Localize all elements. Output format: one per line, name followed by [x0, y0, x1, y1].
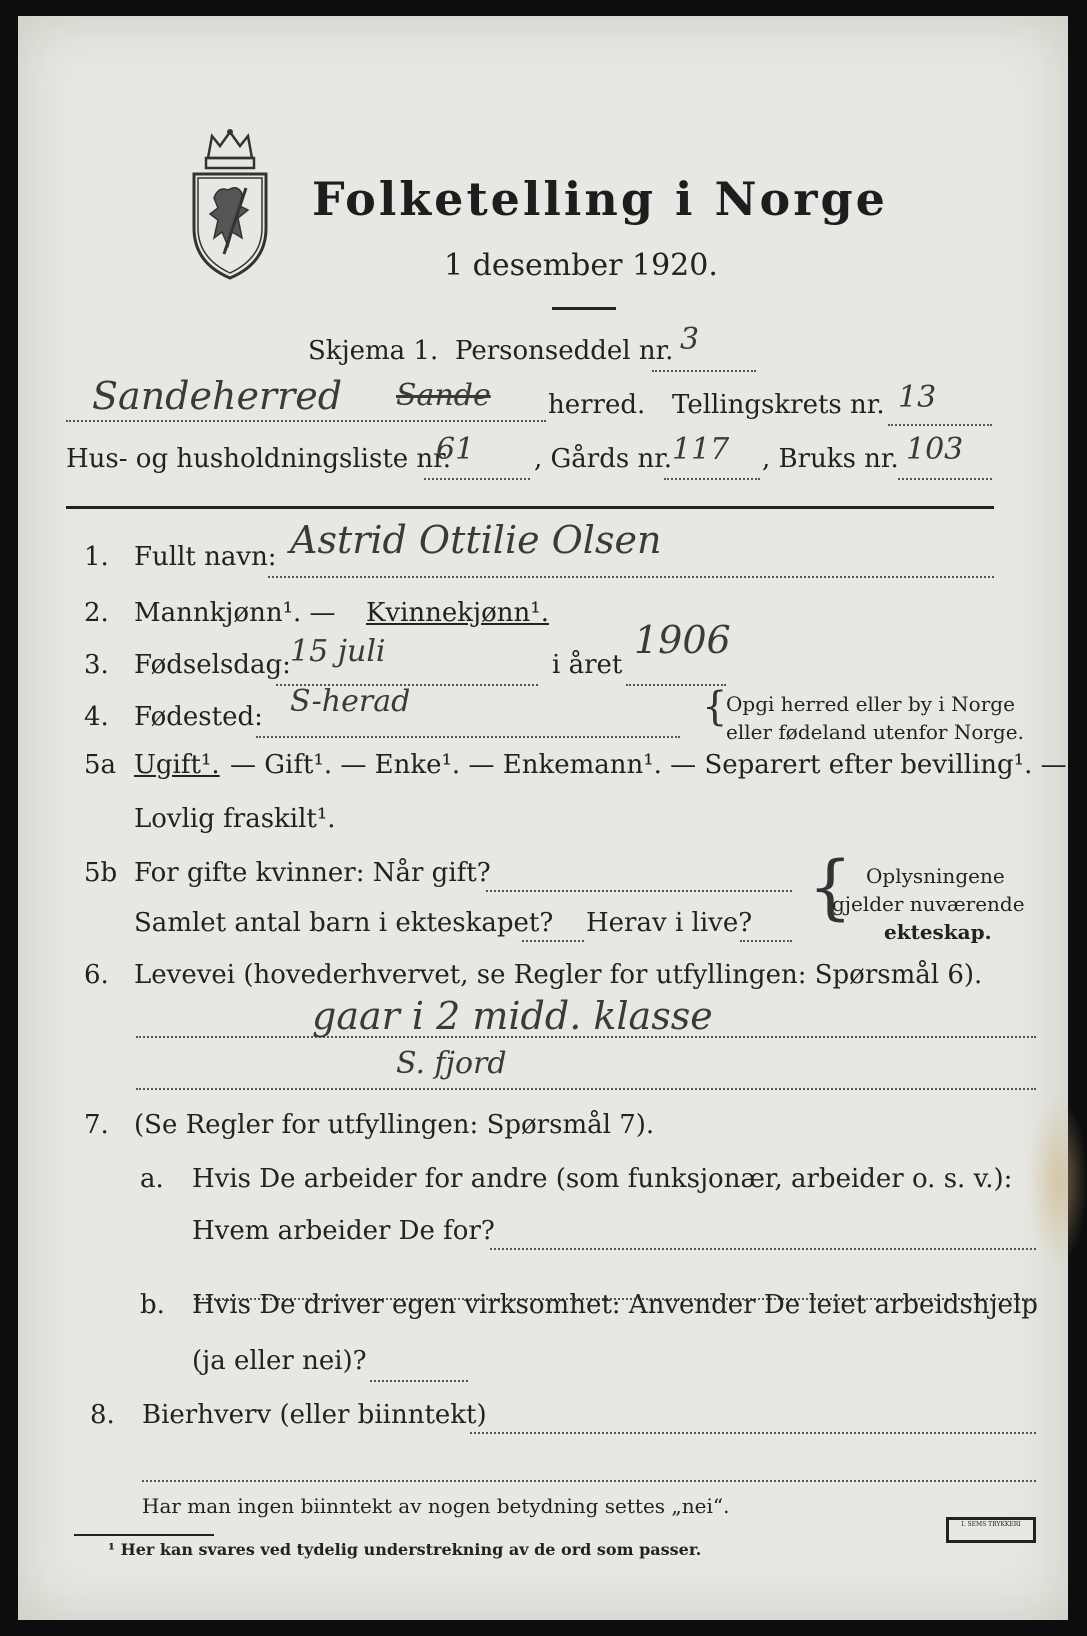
printer-stamp-text: I. SEMS TRYKKERI — [961, 1521, 1021, 1528]
herred-field-line — [66, 420, 546, 422]
birthplace-value[interactable]: S-herad — [290, 684, 411, 719]
q5a-number: 5a — [84, 750, 117, 780]
q5b-note-1: Oplysningene — [866, 864, 1005, 888]
birth-year-value[interactable]: 1906 — [634, 618, 731, 662]
q4-brace: { — [702, 684, 728, 730]
q7b-yesno-label: (ja eller nei)? — [192, 1346, 367, 1376]
printer-stamp — [946, 1517, 1036, 1543]
q5b-number: 5b — [84, 858, 118, 888]
q5b-brace: { — [808, 846, 853, 928]
tellingskrets-label: Tellingskrets nr. — [672, 390, 885, 420]
occupation-field-line-2 — [136, 1088, 1036, 1090]
q4-number: 4. — [84, 702, 109, 732]
herred-label: herred. — [548, 390, 646, 420]
bruks-field-line — [898, 478, 992, 480]
children-field-line[interactable] — [522, 940, 584, 942]
occupation-value-2[interactable]: S. fjord — [396, 1046, 507, 1081]
q1-number: 1. — [84, 542, 109, 572]
footnote: ¹ Her kan svares ved tydelig understrekning av de ord som passer. — [108, 1540, 702, 1559]
q7a-label: Hvis De arbeider for andre (som funksjonær, arbeider o. s. v.): — [192, 1164, 1013, 1194]
side-income-field-line-1[interactable] — [470, 1432, 1036, 1434]
q1-field-line — [268, 576, 994, 578]
marital-other-options[interactable]: — Gift¹. — Enke¹. — Enkemann¹. — Separert efter bevilling¹. — — [230, 750, 1067, 780]
paper-stain — [1028, 1096, 1087, 1266]
q2-number: 2. — [84, 598, 109, 628]
personseddel-value[interactable]: 3 — [680, 322, 700, 357]
year-label: i året — [552, 650, 623, 680]
hus-field-line — [424, 478, 530, 480]
bruks-value[interactable]: 103 — [906, 432, 964, 467]
q3-number: 3. — [84, 650, 109, 680]
q1-label: Fullt navn: — [134, 542, 277, 572]
gender-female-option[interactable]: Kvinnekjønn¹. — [366, 598, 549, 628]
q4-note-1: Opgi herred eller by i Norge — [726, 692, 1015, 716]
marital-divorced-option[interactable]: Lovlig fraskilt¹. — [134, 804, 336, 834]
q4-label: Fødested: — [134, 702, 263, 732]
herred-struck-value: Sande — [396, 378, 491, 413]
employer-field-line-1[interactable] — [490, 1248, 1036, 1250]
full-name-value[interactable]: Astrid Ottilie Olsen — [290, 518, 662, 562]
q7-label: (Se Regler for utfyllingen: Spørsmål 7). — [134, 1110, 655, 1140]
q5b-alive-label: Herav i live? — [586, 908, 753, 938]
herred-value[interactable]: Sandeherred — [92, 374, 343, 418]
birthplace-field-line — [256, 736, 680, 738]
q6-label: Levevei (hovederhvervet, se Regler for utfyllingen: Spørsmål 6). — [134, 960, 983, 990]
q5b-note-2: gjelder nuværende — [832, 892, 1025, 916]
gards-field-line — [664, 478, 760, 480]
side-income-field-line-2[interactable] — [142, 1480, 1036, 1482]
gender-male-option[interactable]: Mannkjønn¹. — — [134, 598, 336, 628]
marital-ugift-option[interactable]: Ugift¹. — [134, 750, 220, 780]
alive-field-line[interactable] — [740, 940, 792, 942]
hus-label: Hus- og husholdningsliste nr. — [66, 444, 452, 474]
occupation-value-1[interactable]: gaar i 2 midd. klasse — [312, 994, 713, 1038]
norway-coat-of-arms-icon — [188, 128, 272, 280]
header-rule — [66, 506, 994, 509]
gards-value[interactable]: 117 — [672, 432, 730, 467]
footnote-rule — [74, 1534, 214, 1536]
q4-note-2: eller fødeland utenfor Norge. — [726, 720, 1024, 744]
tellingskrets-field-line — [888, 424, 992, 426]
birthday-value[interactable]: 15 juli — [290, 634, 386, 669]
q3-label: Fødselsdag: — [134, 650, 291, 680]
q5b-note-3: ekteskap. — [884, 920, 992, 944]
title-divider — [552, 307, 616, 310]
hired-help-field-line[interactable] — [370, 1380, 468, 1382]
q5b-children-label: Samlet antal barn i ekteskapet? — [134, 908, 554, 938]
q8-label: Bierhverv (eller biinntekt) — [142, 1400, 487, 1430]
side-income-note: Har man ingen biinntekt av nogen betydning settes „nei“. — [142, 1494, 730, 1518]
form-title: Folketelling i Norge — [312, 172, 888, 226]
census-date: 1 desember 1920. — [444, 248, 718, 283]
q7b-label: Hvis De driver egen virksomhet: Anvender De leiet arbeidshjelp — [192, 1290, 1038, 1320]
personseddel-field-line — [652, 370, 756, 372]
q7-number: 7. — [84, 1110, 109, 1140]
q7b-letter: b. — [140, 1290, 165, 1320]
hus-value[interactable]: 61 — [436, 432, 475, 467]
q5b-married-label: For gifte kvinner: Når gift? — [134, 858, 491, 888]
q8-number: 8. — [90, 1400, 115, 1430]
skjema-label: Skjema 1. — [308, 336, 439, 366]
q6-number: 6. — [84, 960, 109, 990]
q7a-employer-label: Hvem arbeider De for? — [192, 1216, 495, 1246]
tellingskrets-value[interactable]: 13 — [898, 380, 937, 415]
married-date-field-line[interactable] — [486, 890, 792, 892]
q7a-letter: a. — [140, 1164, 164, 1194]
gards-label: , Gårds nr. — [534, 444, 673, 474]
bruks-label: , Bruks nr. — [762, 444, 899, 474]
personseddel-label: Personseddel nr. — [455, 336, 674, 366]
